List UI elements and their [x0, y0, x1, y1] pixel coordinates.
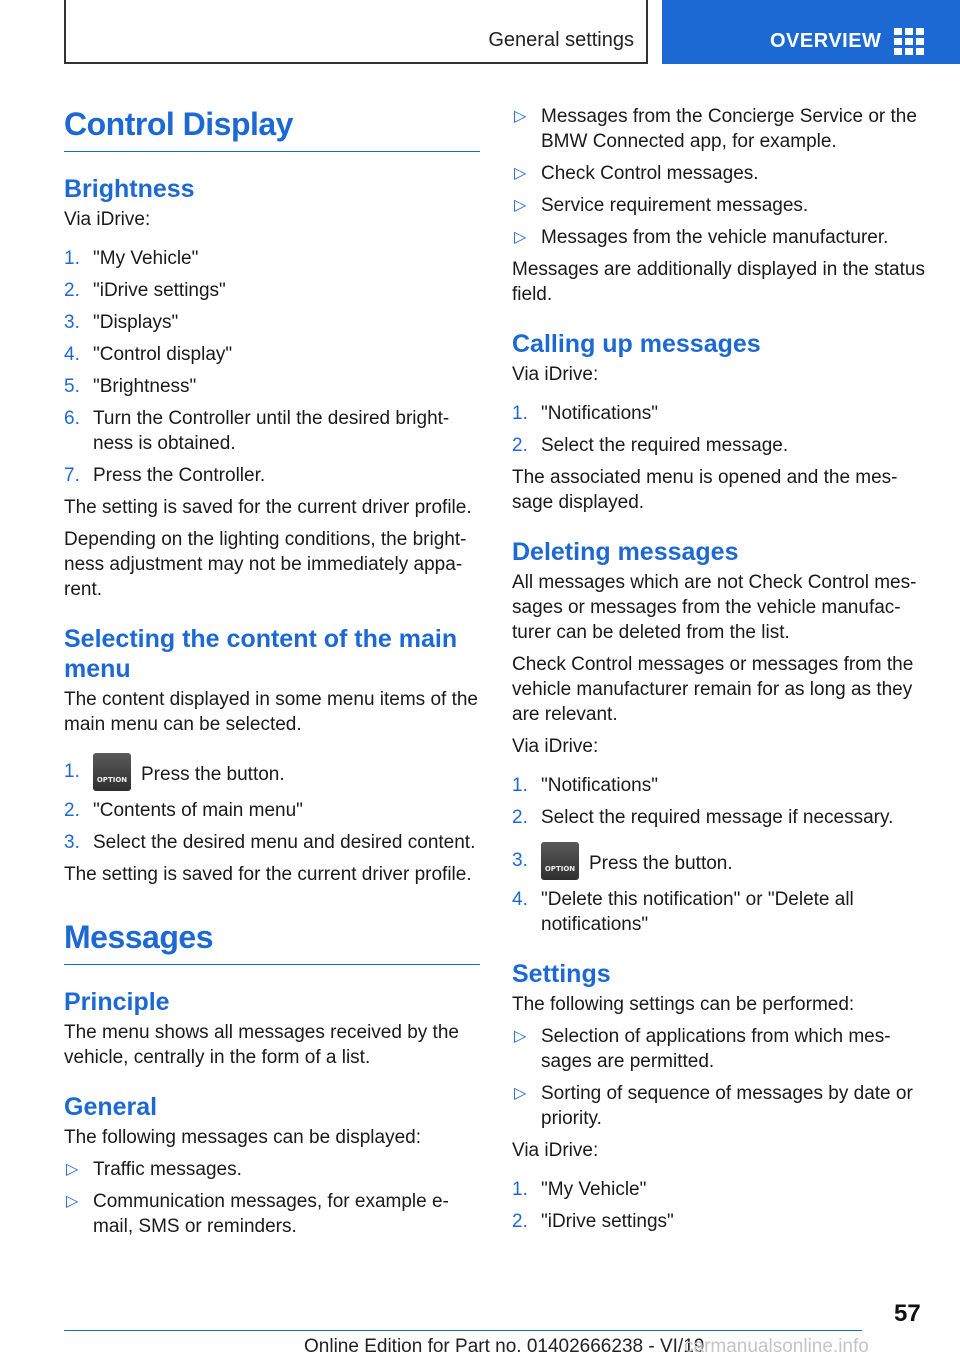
calling-note: The associated menu is opened and the mes‐sage displayed.: [512, 467, 898, 513]
list-item: 1. "Notifications": [512, 403, 658, 424]
general-bullets: [64, 1157, 480, 1239]
left-column: [64, 96, 480, 1246]
heading-deleting-messages: Deleting messages: [512, 538, 739, 566]
brightness-note: Depending on the lighting conditions, the bright‐ness adjustment may not be immediately appa‐rent.: [64, 529, 467, 600]
list-item: 4. "Delete this notification" or "Delete all notifications": [512, 889, 854, 935]
option-button-icon: [93, 753, 131, 791]
list-item: 2. "Contents of main menu": [64, 800, 303, 821]
list-item: 1. "My Vehicle": [512, 1179, 647, 1200]
via-idrive-text: Via iDrive:: [512, 1140, 599, 1161]
calling-steps: [512, 401, 928, 458]
list-item: 4. "Control display": [64, 344, 233, 365]
section-title: General settings: [488, 29, 634, 51]
main-menu-steps: [64, 759, 480, 855]
right-column: [512, 104, 928, 1241]
footer-divider: [64, 1330, 862, 1331]
triangle-bullet-icon: ▷: [514, 165, 527, 182]
option-button-icon: [541, 842, 579, 880]
heading-brightness: Brightness: [64, 175, 195, 203]
brightness-steps: [64, 246, 480, 488]
list-item: 3. Select the desired menu and desired content.: [64, 832, 476, 853]
page-number: 57: [894, 1300, 921, 1327]
list-item: ▷ Service requirement messages.: [514, 195, 809, 216]
settings-intro: The following settings can be performed:: [512, 994, 855, 1015]
deleting-steps: [512, 773, 928, 937]
list-item: 7. Press the Controller.: [64, 465, 266, 486]
triangle-bullet-icon: ▷: [514, 1085, 527, 1102]
list-item: ▷ Selection of applications from which mes‐sages are permitted.: [514, 1026, 891, 1072]
main-menu-intro: The content displayed in some menu items of the main menu can be selected.: [64, 689, 479, 735]
via-idrive-text: Via iDrive:: [64, 209, 151, 230]
deleting-text: All messages which are not Check Control mes‐sages or messages from the vehicle manufac‐turer can be deleted from the list.: [512, 572, 917, 643]
list-item: 2. "iDrive settings": [64, 280, 226, 301]
general-intro: The following messages can be displayed:: [64, 1127, 421, 1148]
list-item: ▷ Communication messages, for example e-mail, SMS or reminders.: [66, 1191, 449, 1237]
list-item: ▷ Messages from the vehicle manufacturer.: [514, 227, 889, 248]
list-item: ▷ Messages from the Concierge Service or the BMW Connected app, for example.: [514, 106, 917, 152]
list-item: ▷ Check Control messages.: [514, 163, 759, 184]
list-item: 2. Select the required message.: [512, 435, 789, 456]
general-bullets-continued: [512, 104, 928, 250]
list-item: 2. "iDrive settings": [512, 1211, 674, 1232]
triangle-bullet-icon: ▷: [514, 108, 527, 125]
overview-label: OVERVIEW: [770, 30, 882, 52]
edition-text: Online Edition for Part no. 01402666238 - VI/19: [304, 1336, 705, 1357]
list-item: 3. OPTION Press the button.: [512, 848, 928, 880]
list-item: 3. "Displays": [64, 312, 179, 333]
header-section-tab: [64, 0, 648, 64]
triangle-bullet-icon: ▷: [514, 229, 527, 246]
grid-menu-icon[interactable]: [894, 28, 924, 54]
settings-bullets: [512, 1024, 928, 1131]
triangle-bullet-icon: ▷: [514, 1028, 527, 1045]
triangle-bullet-icon: ▷: [66, 1193, 79, 1210]
main-menu-note: The setting is saved for the current driver profile.: [64, 864, 472, 885]
heading-calling-up-messages: Calling up messages: [512, 330, 761, 358]
heading-main-menu: Selecting the content of the main menu: [64, 625, 458, 683]
list-item: 1. "Notifications": [512, 775, 658, 796]
list-item: 2. Select the required message if necessary.: [512, 807, 894, 828]
overview-tab[interactable]: [662, 0, 960, 64]
heading-control-display: Control Display: [64, 96, 480, 152]
heading-principle: Principle: [64, 988, 170, 1016]
settings-steps: [512, 1177, 928, 1234]
list-item: 1. OPTION Press the button.: [64, 759, 480, 791]
triangle-bullet-icon: ▷: [514, 197, 527, 214]
list-item: ▷ Traffic messages.: [66, 1159, 242, 1180]
via-idrive-text: Via iDrive:: [512, 364, 599, 385]
triangle-bullet-icon: ▷: [66, 1161, 79, 1178]
list-item: 1. "My Vehicle": [64, 248, 199, 269]
brightness-note: The setting is saved for the current driver profile.: [64, 497, 472, 518]
deleting-text: Check Control messages or messages from the vehicle manufacturer remain for as long as they are relevant.: [512, 654, 914, 725]
list-item: 6. Turn the Controller until the desired bright‐ness is obtained.: [64, 408, 450, 454]
heading-messages: Messages: [64, 909, 480, 965]
heading-general: General: [64, 1093, 158, 1121]
list-item: 5. "Brightness": [64, 376, 197, 397]
status-field-note: Messages are additionally displayed in the status field.: [512, 259, 925, 305]
principle-text: The menu shows all messages received by the vehicle, centrally in the form of a list.: [64, 1022, 459, 1068]
list-item: ▷ Sorting of sequence of messages by date or priority.: [514, 1083, 913, 1129]
via-idrive-text: Via iDrive:: [512, 736, 599, 757]
heading-settings: Settings: [512, 960, 611, 988]
watermark-text: carmanualsonline.info: [684, 1336, 869, 1357]
